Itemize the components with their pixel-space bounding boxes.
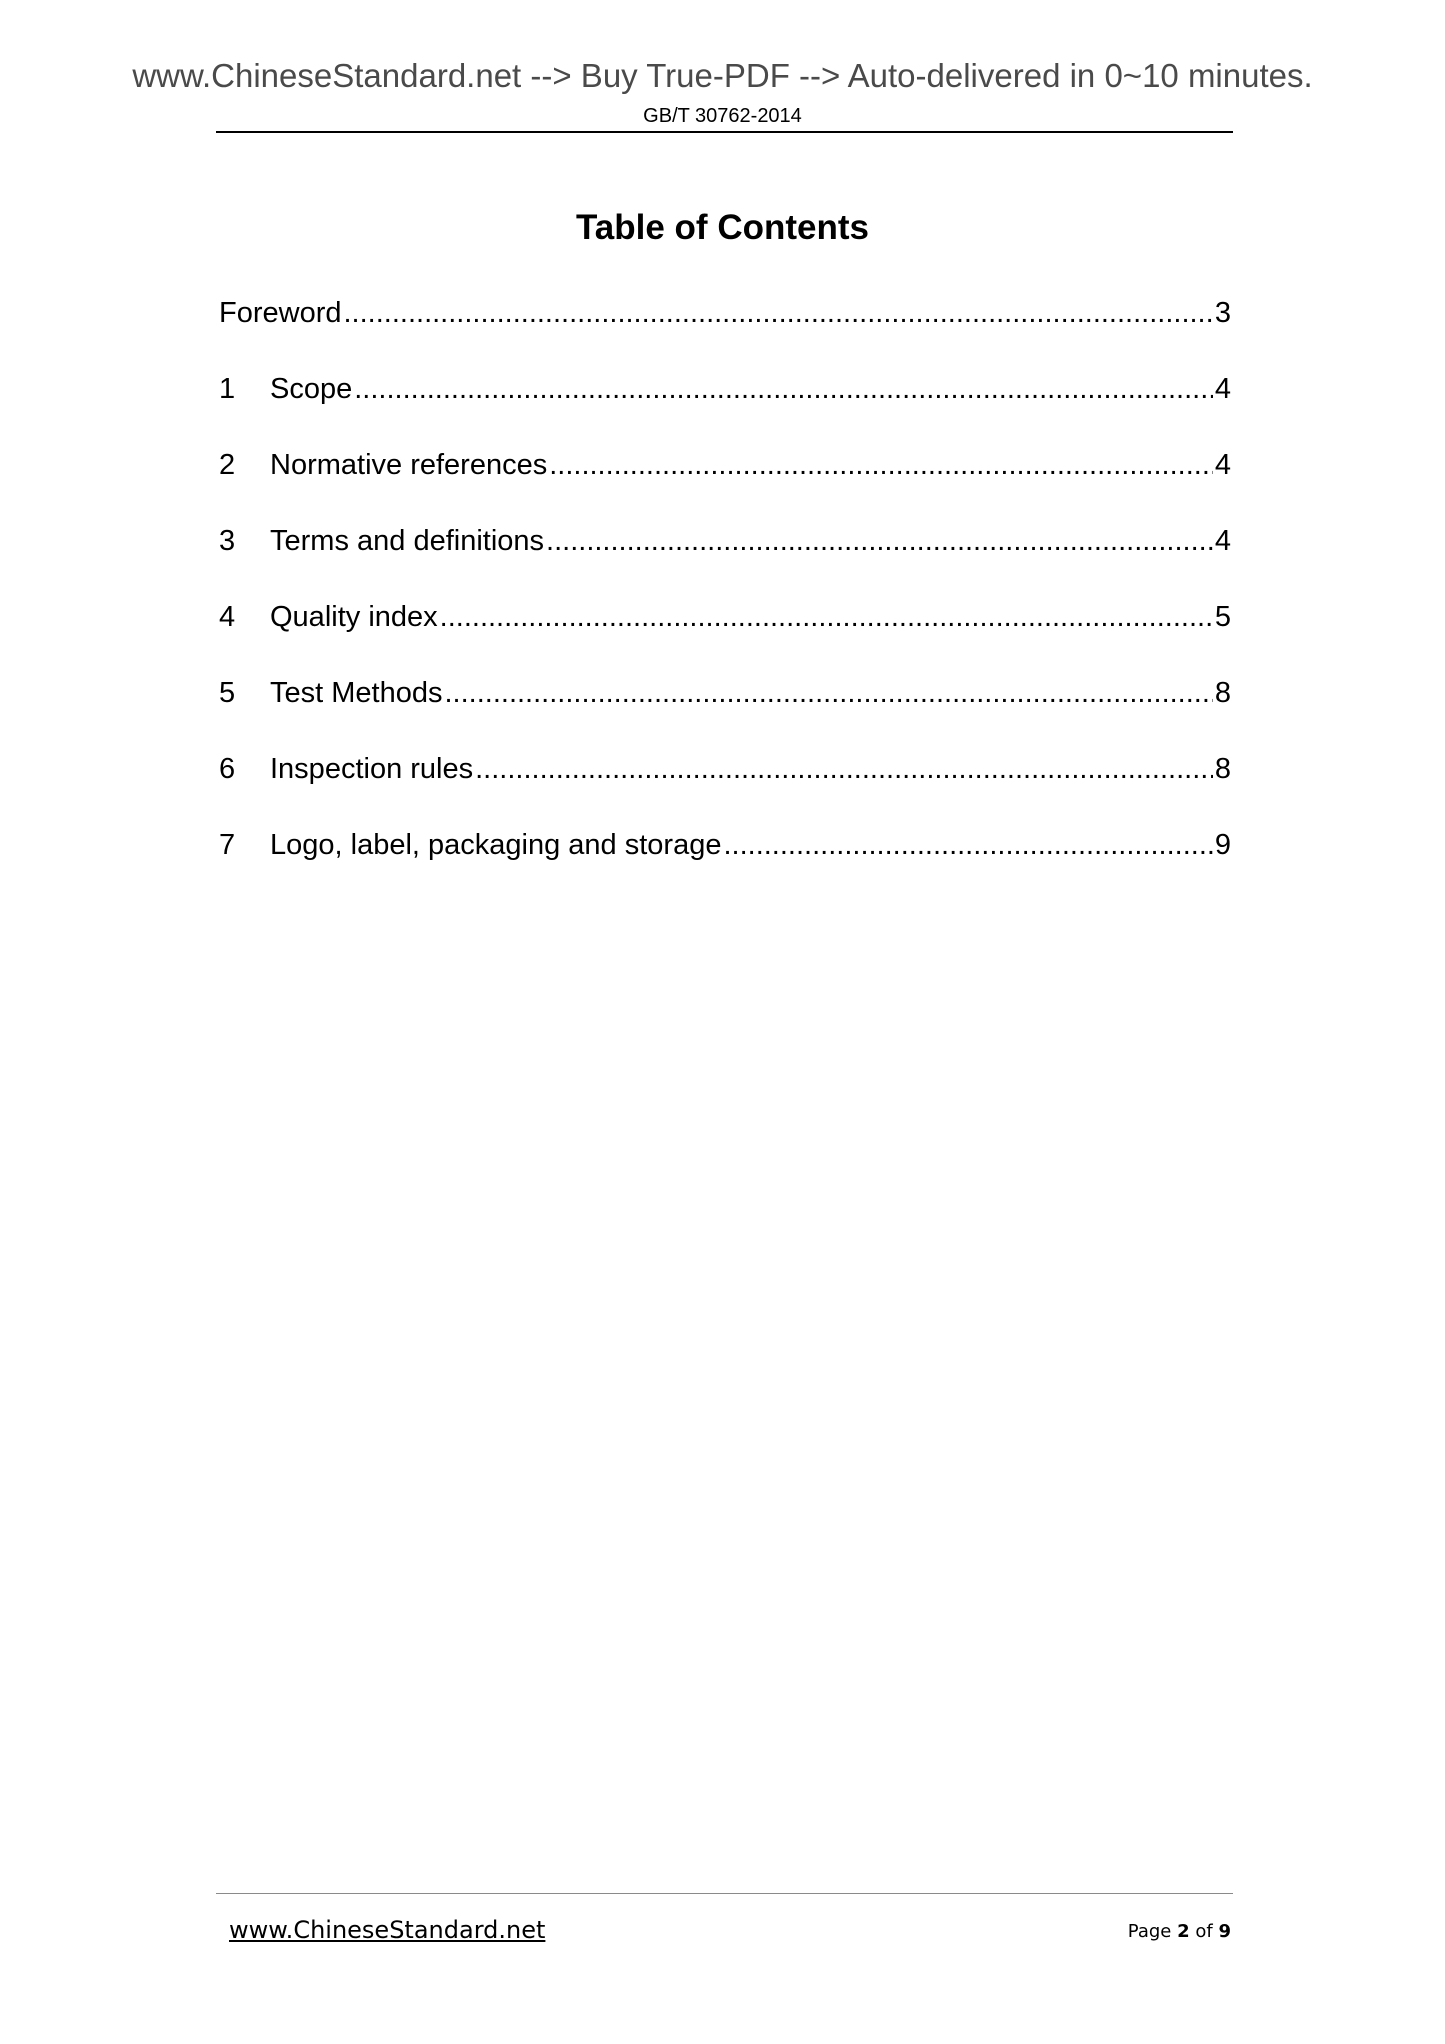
- footer-page-indicator: [1128, 1920, 1231, 1944]
- toc-entry-number: 3: [219, 525, 236, 557]
- toc-entry-text: Terms and definitions: [270, 525, 545, 557]
- toc-entry-text: Normative references: [270, 449, 548, 481]
- toc-entry-page: 4: [1214, 525, 1231, 557]
- toc-leader-dots: [440, 595, 1213, 639]
- standard-code: GB/T 30762-2014: [643, 105, 802, 127]
- toc-entry-page: 4: [1214, 373, 1231, 405]
- toc-entry-page: 5: [1214, 601, 1231, 633]
- toc-list: [219, 291, 1231, 899]
- toc-entry-text: Scope: [270, 373, 353, 405]
- footer-divider: [216, 1893, 1233, 1894]
- toc-entry-text: Logo, label, packaging and storage: [270, 829, 722, 861]
- toc-entry-page: 9: [1214, 829, 1231, 861]
- toc-entry-scope[interactable]: [219, 367, 1231, 443]
- toc-entry-number: 2: [219, 449, 236, 481]
- toc-leader-dots: [549, 443, 1213, 487]
- toc-entry-logo-label-packaging-storage[interactable]: [219, 823, 1231, 899]
- toc-entry-page: 4: [1214, 449, 1231, 481]
- toc-entry-page: 8: [1214, 753, 1231, 785]
- toc-entry-test-methods[interactable]: [219, 671, 1231, 747]
- toc-entry-number: 6: [219, 753, 236, 785]
- toc-entry-number: 5: [219, 677, 236, 709]
- toc-leader-dots: [344, 291, 1213, 335]
- toc-leader-dots: [723, 823, 1212, 867]
- top-banner[interactable]: www.ChineseStandard.net --> Buy True-PDF --> Auto-delivered in 0~10 minutes.: [132, 57, 1313, 94]
- toc-leader-dots: [444, 671, 1212, 715]
- toc-entry-number: 4: [219, 601, 236, 633]
- toc-entry-text: Quality index: [270, 601, 438, 633]
- toc-leader-dots: [475, 747, 1213, 791]
- footer-of-word: of: [1195, 1921, 1213, 1942]
- toc-entry-text: Inspection rules: [270, 753, 474, 785]
- toc-entry-number: 1: [219, 373, 236, 405]
- toc-entry-text: Test Methods: [270, 677, 443, 709]
- footer-website-link[interactable]: www.ChineseStandard.net: [229, 1916, 546, 1944]
- toc-title: Table of Contents: [576, 208, 869, 247]
- footer-total-pages: 9: [1218, 1921, 1231, 1942]
- toc-entry-quality-index[interactable]: [219, 595, 1231, 671]
- toc-entry-text: Foreword: [219, 297, 342, 329]
- toc-leader-dots: [354, 367, 1213, 411]
- header-divider: [216, 131, 1233, 133]
- toc-entry-page: 8: [1214, 677, 1231, 709]
- footer-current-page: 2: [1177, 1921, 1190, 1942]
- toc-entry-inspection-rules[interactable]: [219, 747, 1231, 823]
- toc-leader-dots: [546, 519, 1213, 563]
- footer-page-word: Page: [1127, 1921, 1172, 1942]
- toc-entry-number: 7: [219, 829, 236, 861]
- toc-entry-foreword[interactable]: [219, 291, 1231, 367]
- toc-entry-page: 3: [1214, 297, 1231, 329]
- toc-entry-terms-and-definitions[interactable]: [219, 519, 1231, 595]
- toc-entry-normative-references[interactable]: [219, 443, 1231, 519]
